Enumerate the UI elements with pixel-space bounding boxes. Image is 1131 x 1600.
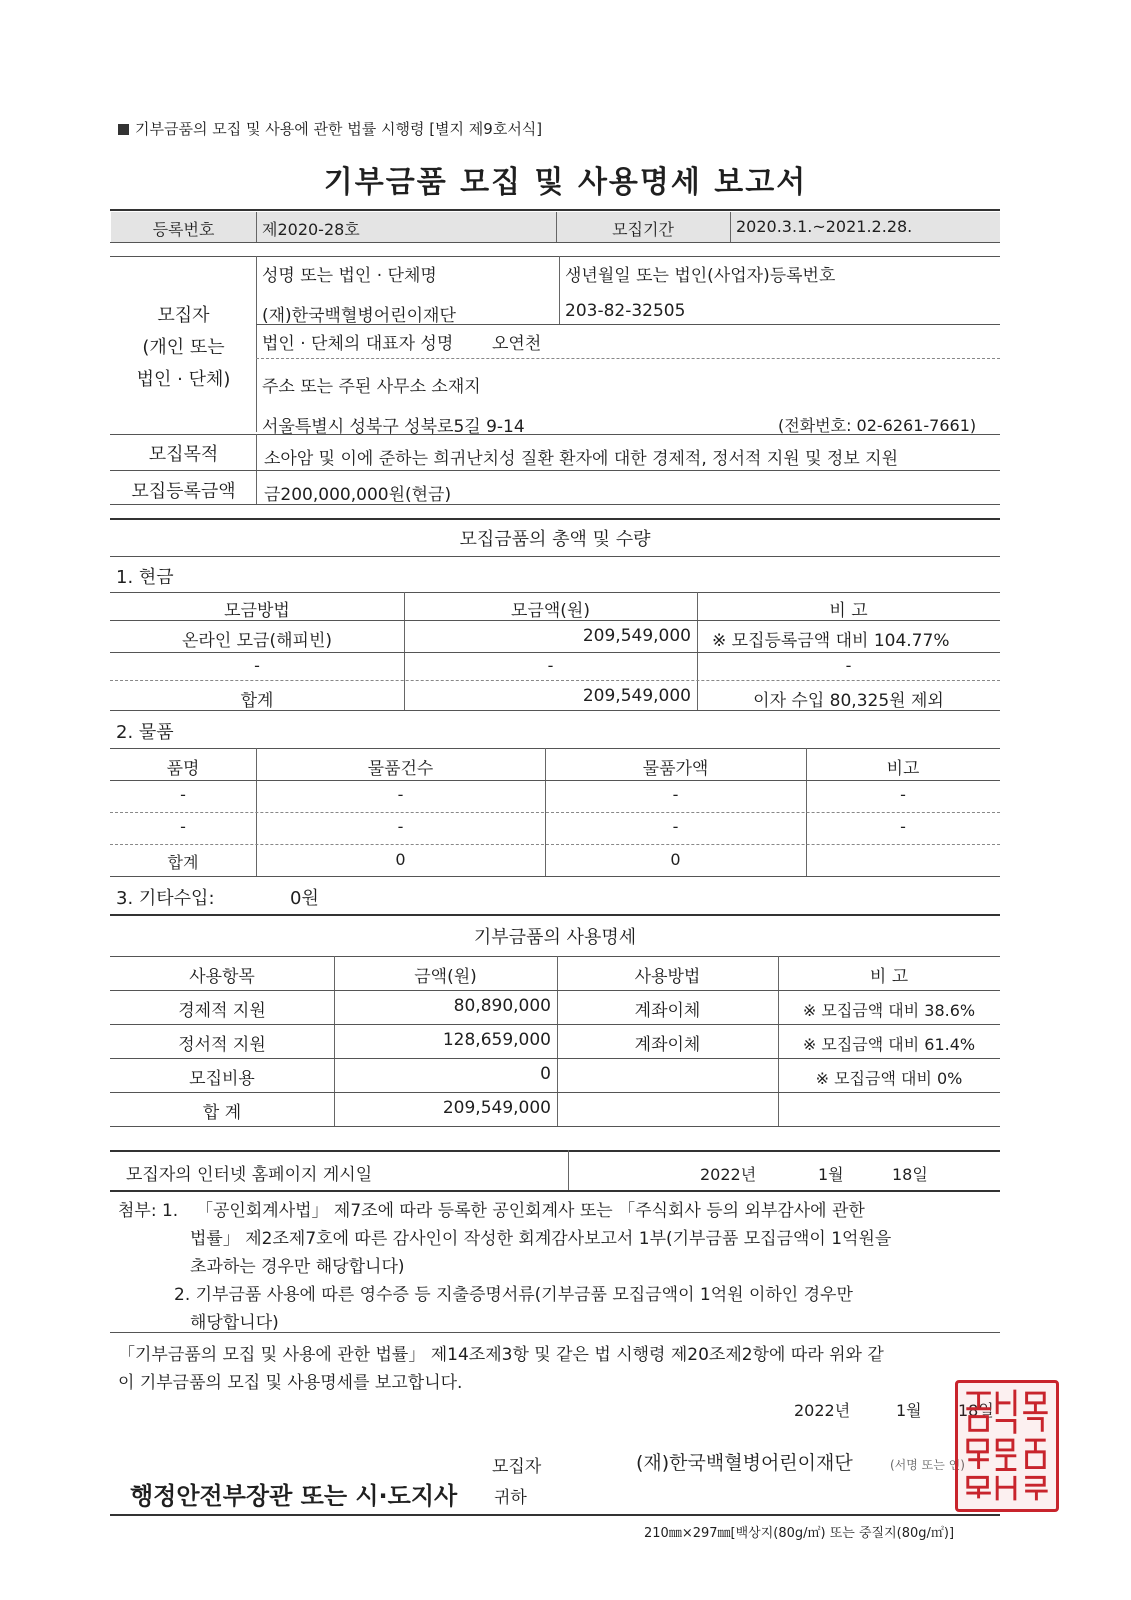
usage-row-1-method: 계좌이체 xyxy=(634,1001,701,1021)
goods-row-2-note: - xyxy=(900,817,906,836)
report-date-day: 18일 xyxy=(958,1401,994,1420)
usage-row-3-item: 모집비용 xyxy=(189,1069,255,1089)
attachment-2-line-1: 2. 기부금품 사용에 따른 영수증 등 지출증명서류(기부금품 모집금액이 1억원 이하인 경우만 xyxy=(174,1285,853,1305)
usage-row-2-amount: 128,659,000 xyxy=(442,1030,551,1050)
attachment-1-line-1: 「공인회계사법」 제7조에 따라 등록한 공인회계사 또는 「주식회사 등의 외부감사에 관한 xyxy=(196,1201,865,1221)
goods-row-1-note: - xyxy=(900,785,906,804)
goods-total-value: 0 xyxy=(670,850,681,869)
usage-header-amount: 금액(원) xyxy=(414,967,477,987)
declaration-line-1: 「기부금품의 모집 및 사용에 관한 법률」 제14조제3항 및 같은 법 시행령 제20조제2항에 따라 위와 같 xyxy=(118,1345,884,1365)
cash-heading: 1. 현금 xyxy=(116,567,174,588)
representative-name: 오연천 xyxy=(492,334,542,354)
purpose-label: 모집목적 xyxy=(148,444,219,465)
usage-header-item: 사용항목 xyxy=(189,967,255,987)
goods-heading: 2. 물품 xyxy=(116,722,174,743)
official-seal xyxy=(955,1380,1059,1512)
usage-row-2-method: 계좌이체 xyxy=(634,1035,701,1055)
usage-total-amount: 209,549,000 xyxy=(442,1098,551,1118)
attachment-1-line-3: 초과하는 경우만 해당합니다) xyxy=(190,1257,405,1277)
report-date-year: 2022년 xyxy=(794,1401,851,1420)
collection-period: 2020.3.1.~2021.2.28. xyxy=(736,217,913,236)
paper-spec: 210㎜×297㎜[백상지(80g/㎡) 또는 중질지(80g/㎡)] xyxy=(644,1526,955,1541)
registration-id-label: 생년월일 또는 법인(사업자)등록번호 xyxy=(565,266,836,286)
cash-header-method: 모금방법 xyxy=(224,601,290,621)
goods-row-1-value: - xyxy=(672,785,679,804)
attachment-1-line-2: 법률」 제2조제7호에 따른 감사인이 작성한 회계감사보고서 1부(기부금품 모집금액이 1억원을 xyxy=(190,1229,892,1249)
cash-header-note: 비 고 xyxy=(829,601,868,621)
collector-name-label: 성명 또는 법인 · 단체명 xyxy=(262,266,437,286)
cash-row-2-amount: - xyxy=(547,656,554,675)
internet-posting-label: 모집자의 인터넷 홈페이지 게시일 xyxy=(126,1165,373,1185)
declaration-line-2: 이 기부금품의 모집 및 사용명세를 보고합니다. xyxy=(118,1373,463,1393)
attachment-2-line-2: 해당합니다) xyxy=(190,1313,279,1333)
usage-row-2-note: ※ 모집금액 대비 61.4% xyxy=(802,1035,976,1054)
cash-row-2-note: - xyxy=(845,656,852,675)
usage-row-2-item: 정서적 지원 xyxy=(178,1035,266,1055)
cash-row-1-method: 온라인 모금(해피빈) xyxy=(181,631,333,651)
cash-row-2-method: - xyxy=(254,656,260,675)
usage-total-label: 합 계 xyxy=(202,1103,242,1123)
address-label: 주소 또는 주된 사무소 소재지 xyxy=(262,377,481,397)
goods-row-2-value: - xyxy=(672,817,679,836)
registered-amount-label: 모집등록금액 xyxy=(131,481,236,502)
goods-header-count: 물품건수 xyxy=(367,759,434,779)
usage-row-3-amount: 0 xyxy=(540,1064,551,1084)
goods-row-2-count: - xyxy=(397,817,404,836)
usage-row-1-item: 경제적 지원 xyxy=(178,1001,266,1021)
cash-total-note: 이자 수입 80,325원 제외 xyxy=(753,691,944,711)
collector-label-line2: (개인 또는 xyxy=(142,337,225,358)
cash-row-1-note: ※ 모집등록금액 대비 104.77% xyxy=(712,631,950,651)
goods-header-note: 비고 xyxy=(886,759,920,779)
goods-header-name: 품명 xyxy=(166,759,200,779)
other-income-label: 3. 기타수입: xyxy=(116,888,215,909)
goods-row-1-name: - xyxy=(180,785,186,804)
purpose-text: 소아암 및 이에 준하는 희귀난치성 질환 환자에 대한 경제적, 정서적 지원 및 정보 지원 xyxy=(264,449,899,469)
signer-label: 모집자 xyxy=(492,1457,542,1477)
collector-name: (재)한국백혈병어린이재단 xyxy=(262,306,456,326)
address: 서울특별시 성북구 성북로5길 9-14 xyxy=(262,417,525,437)
form-reference: 기부금품의 모집 및 사용에 관한 법률 시행령 [별지 제9호서식] xyxy=(118,118,542,139)
signer-sign-note: (서명 또는 인) xyxy=(890,1458,965,1472)
collector-label-line1: 모집자 xyxy=(157,305,210,326)
internet-posting-day: 18일 xyxy=(892,1165,928,1184)
collection-period-label: 모집기간 xyxy=(612,220,674,239)
square-bullet-icon xyxy=(118,124,129,135)
usage-row-3-note: ※ 모집금액 대비 0% xyxy=(815,1069,963,1088)
totals-heading: 모집금품의 총액 및 수량 xyxy=(459,529,651,550)
usage-header-method: 사용방법 xyxy=(634,967,701,987)
cash-header-amount: 모금액(원) xyxy=(511,601,590,621)
goods-header-value: 물품가액 xyxy=(642,759,709,779)
registration-id: 203-82-32505 xyxy=(565,301,686,321)
page-title: 기부금품 모집 및 사용명세 보고서 xyxy=(323,165,808,200)
signer-name: (재)한국백혈병어린이재단 xyxy=(636,1452,853,1474)
goods-total-label: 합계 xyxy=(167,853,199,872)
cash-total-label: 합계 xyxy=(240,691,274,711)
registration-number: 제2020-28호 xyxy=(262,220,360,239)
registration-number-label: 등록번호 xyxy=(152,220,215,239)
report-date-month: 1월 xyxy=(896,1401,922,1420)
addressee-name: 행정안전부장관 또는 시·도지사 xyxy=(130,1482,458,1510)
other-income-value: 0원 xyxy=(290,888,319,909)
goods-total-count: 0 xyxy=(395,850,406,869)
goods-row-2-name: - xyxy=(180,817,186,836)
cash-total-amount: 209,549,000 xyxy=(582,686,691,706)
internet-posting-year: 2022년 xyxy=(700,1165,757,1184)
usage-row-1-amount: 80,890,000 xyxy=(453,996,551,1016)
usage-row-1-note: ※ 모집금액 대비 38.6% xyxy=(802,1001,976,1020)
usage-heading: 기부금품의 사용명세 xyxy=(473,927,637,948)
attachments-prefix: 첨부: 1. xyxy=(118,1201,179,1221)
collector-label-line3: 법인 · 단체) xyxy=(136,369,231,390)
representative-label: 법인 · 단체의 대표자 성명 xyxy=(262,334,454,354)
internet-posting-month: 1월 xyxy=(818,1165,844,1184)
registered-amount: 금200,000,000원(현금) xyxy=(264,485,452,505)
cash-row-1-amount: 209,549,000 xyxy=(582,626,691,646)
goods-row-1-count: - xyxy=(397,785,404,804)
phone-number: (전화번호: 02-6261-7661) xyxy=(778,416,977,435)
usage-header-note: 비 고 xyxy=(869,967,909,987)
seal-icon xyxy=(958,1383,1056,1509)
addressee-suffix: 귀하 xyxy=(494,1488,527,1508)
